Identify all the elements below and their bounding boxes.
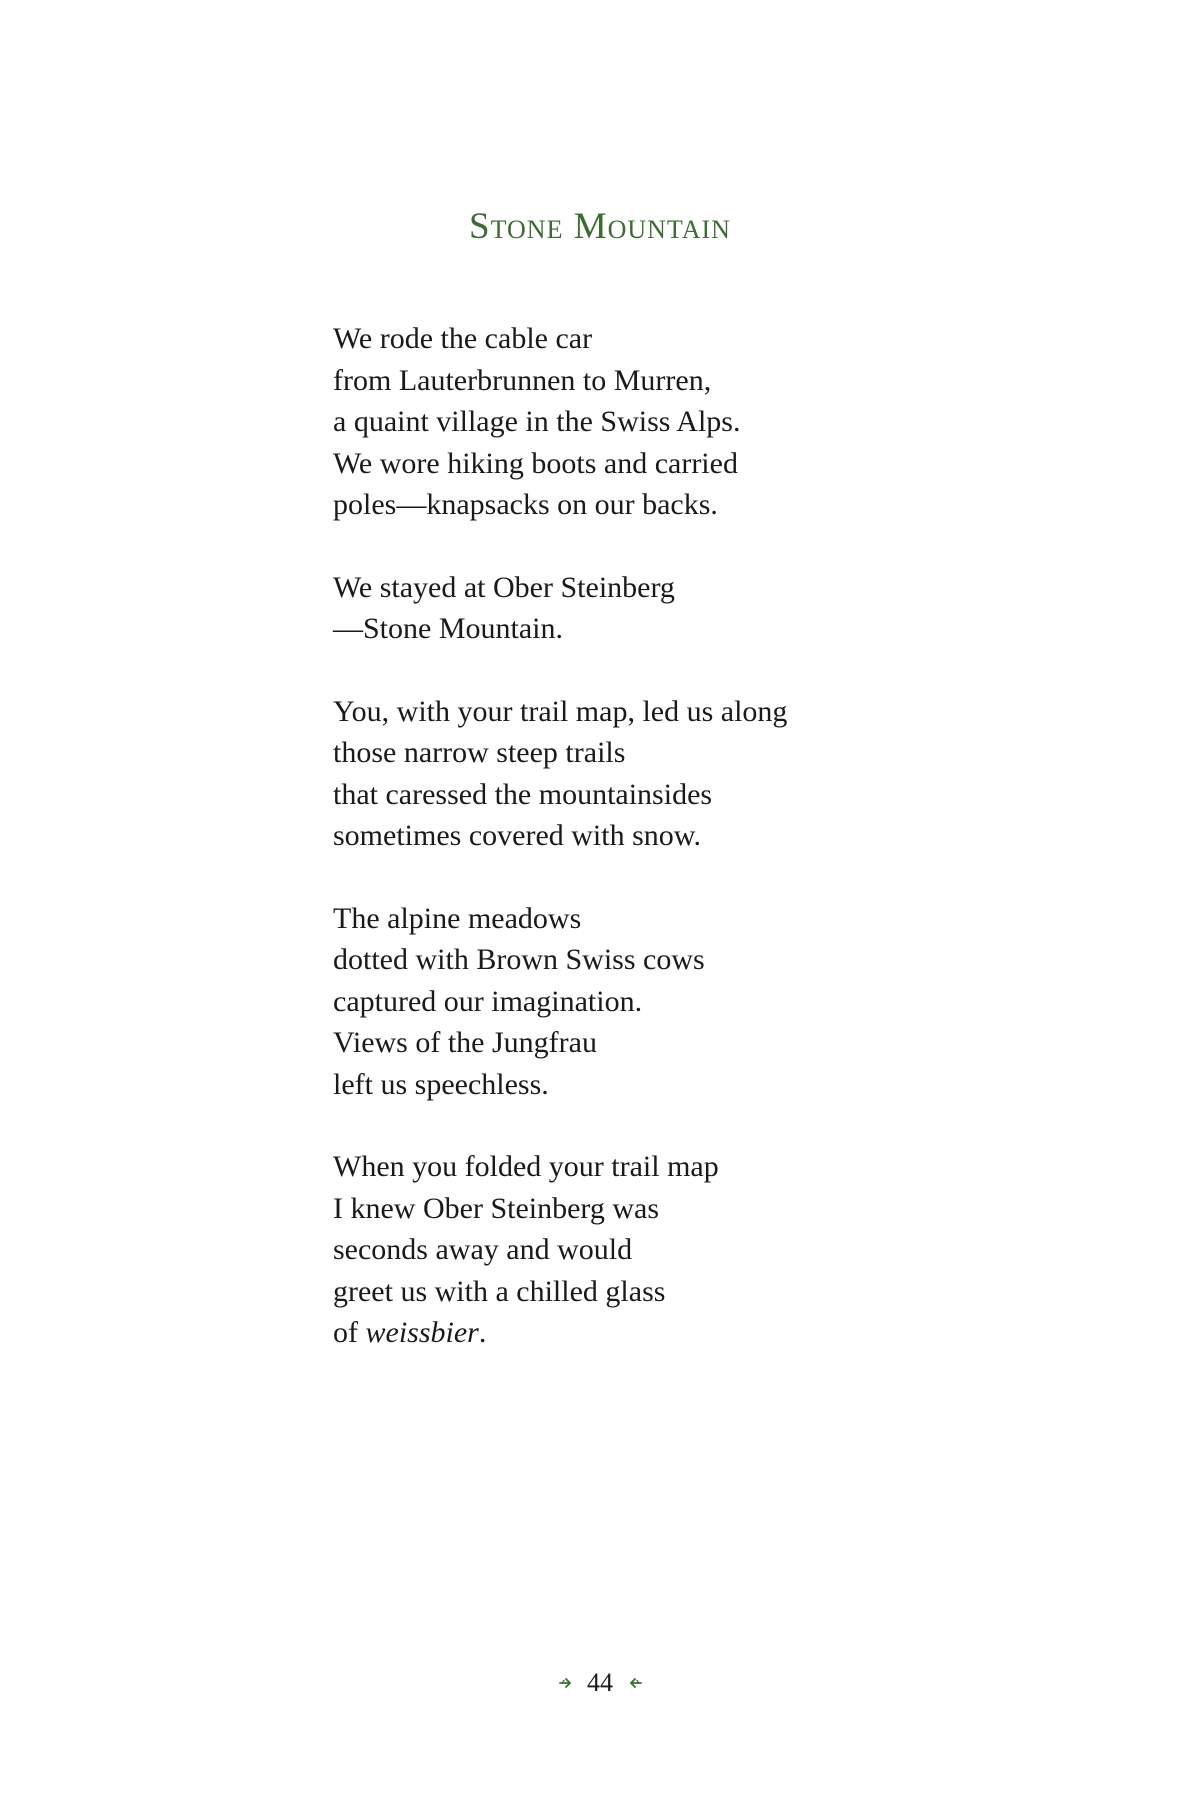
poem-line: When you folded your trail map [333,1150,719,1183]
leaf-arrow-right-icon [559,1676,573,1690]
poem-line: We wore hiking boots and carried [333,446,738,480]
poem-line: dotted with Brown Swiss cows [333,943,705,976]
poem-line: greet us with a chilled glass [333,1274,666,1308]
poem-line: Views of the Jungfrau [333,1026,597,1059]
poem-line: You, with your trail map, led us along [333,694,788,728]
final-line-prefix: of [333,1316,366,1349]
page-footer [0,1666,1200,1698]
poem-line: The alpine meadows [333,901,582,935]
poem-line: We stayed at Ober Steinberg [333,570,675,604]
poem-line: I knew Ober Steinberg was [333,1191,660,1225]
final-line-suffix: . [478,1316,487,1349]
poem-title: Stone Mountain [469,206,731,247]
poem-line: poles—knapsacks on our backs. [333,488,718,521]
italic-word: weissbier [365,1316,479,1349]
poem-line: —Stone Mountain. [333,612,563,645]
leaf-arrow-left-icon [628,1676,642,1690]
stanza-1 [333,318,953,526]
stanza-3 [333,691,953,857]
poem-line: from Lauterbrunnen to Murren, [333,363,712,397]
poem-line: We rode the cable car [333,322,593,355]
poem-line: that caressed the mountainsides [333,777,713,811]
poem-line: seconds away and would [333,1233,633,1266]
poem-line: a quaint village in the Swiss Alps. [333,405,741,438]
stanza-5 [333,1146,953,1354]
page-number: 44 [587,1668,613,1698]
poem-line: captured our imagination. [333,984,643,1018]
stanza-2 [333,567,953,650]
poem-body [333,318,953,1395]
poem-line: those narrow steep trails [333,736,626,769]
poem-line-final [333,1312,953,1354]
stanza-4 [333,898,953,1106]
poem-line: sometimes covered with snow. [333,819,701,852]
poem-line: left us speechless. [333,1067,549,1101]
